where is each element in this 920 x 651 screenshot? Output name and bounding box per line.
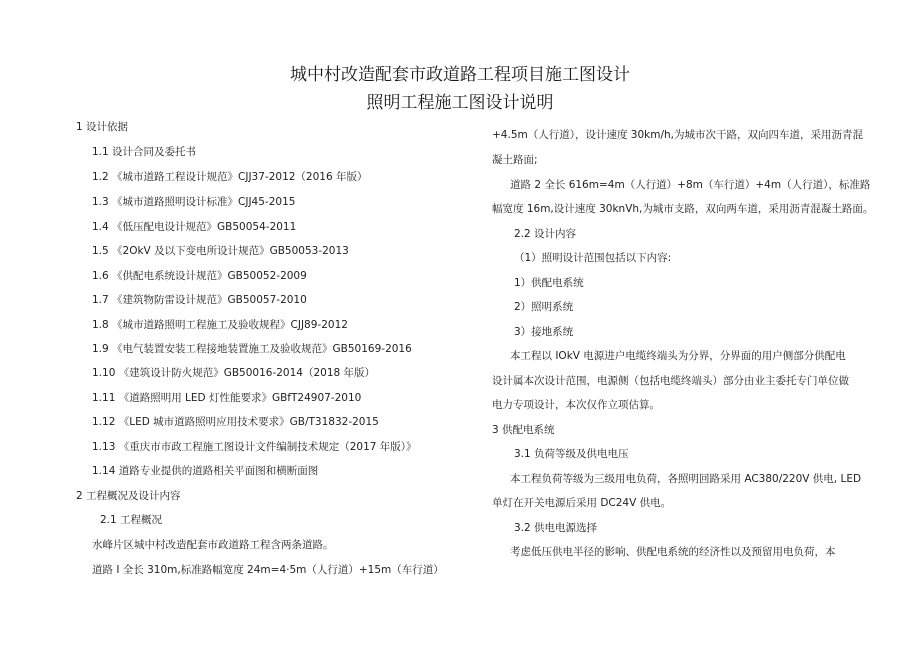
right-text-line: +4.5m（人行道），设计速度 30km/h,为城市次干路，双向四车道，采用沥青混: [492, 129, 864, 141]
left-text-line: 1.5 《2OkV 及以下变电所设计规范》GB50053-2013: [92, 245, 349, 257]
right-text-line: 电力专项设计，本次仅作立项估算。: [492, 399, 660, 411]
left-text-line: 1.7 《建筑物防雷设计规范》GB50057-2010: [92, 294, 307, 306]
right-text-line: 本工程负荷等级为三级用电负荷，各照明回路采用 AC380/220V 供电, LED: [510, 473, 862, 485]
left-text-line: 水峰片区城中村改造配套市政道路工程含两条道路。: [92, 539, 334, 551]
left-text-line: 1 设计依据: [76, 121, 129, 133]
left-text-line: 1.8 《城市道路照明工程施工及验收规程》CJJ89-2012: [92, 319, 348, 331]
right-text-line: 2.2 设计内容: [514, 228, 577, 240]
left-text-line: 1.4 《低压配电设计规范》GB50054-2011: [92, 221, 297, 233]
right-text-line: 3.1 负荷等级及供电电压: [514, 448, 629, 460]
document-subtitle: 照明工程施工图设计说明: [366, 93, 554, 113]
right-text-line: 考虑低压供电半径的影响、供配电系统的经济性以及预留用电负荷，本: [510, 546, 836, 558]
left-text-line: 2.1 工程概况: [100, 514, 163, 526]
right-text-line: 1）供配电系统: [514, 277, 584, 289]
right-text-line: 道路 2 全长 616m=4m（人行道）+8m（车行道）+4m（人行道），标准路: [510, 179, 871, 191]
left-text-line: 1.11 《道路照明用 LED 灯性能要求》GBfT24907-2010: [92, 392, 362, 404]
right-text-line: 本工程以 IOkV 电源进户电缆终端头为分界，分界面的用户侧部分供配电: [510, 350, 846, 362]
left-text-line: 1.13 《重庆市市政工程施工图设计文件编制技术规定（2017 年版）》: [92, 441, 417, 453]
right-text-line: 设计属本次设计范围，电源侧（包括电缆终端头）部分由业主委托专门单位做: [492, 375, 849, 387]
right-text-line: 2）照明系统: [514, 301, 574, 313]
left-text-line: 1.2 《城市道路工程设计规范》CJJ37-2012（2016 年版）: [92, 171, 368, 183]
right-text-line: 单灯在开关电源后采用 DC24V 供电。: [492, 497, 672, 509]
right-text-line: 3）接地系统: [514, 326, 574, 338]
left-text-line: 1.6 《供配电系统设计规范》GB50052-2009: [92, 270, 307, 282]
left-text-line: 道路 I 全长 310m,标准路幅宽度 24m=4·5m（人行道）+15m（车行道）: [92, 564, 444, 576]
left-text-line: 1.10 《建筑设计防火规范》GB50016-2014（2018 年版）: [92, 367, 376, 379]
left-text-line: 1.1 设计合同及委托书: [92, 146, 197, 158]
left-text-line: 1.12 《LED 城市道路照明应用技术要求》GB/T31832-2015: [92, 416, 379, 428]
right-text-line: 3 供配电系统: [492, 424, 555, 436]
left-text-line: 1.9 《电气装置安装工程接地装置施工及验收规范》GB50169-2016: [92, 343, 412, 355]
left-text-line: 1.3 《城市道路照明设计标准》CJJ45-2015: [92, 196, 296, 208]
right-text-line: 幅宽度 16m,设计速度 30knVh,为城市支路，双向两车道，采用沥青混凝土路面。: [492, 203, 874, 215]
left-text-line: 2 工程概况及设计内容: [76, 490, 181, 502]
right-text-line: （1）照明设计范围包括以下内容:: [514, 252, 672, 264]
document-title: 城中村改造配套市政道路工程项目施工图设计: [290, 65, 630, 85]
right-text-line: 凝土路面;: [492, 154, 538, 166]
right-text-line: 3.2 供电电源选择: [514, 522, 598, 534]
left-text-line: 1.14 道路专业提供的道路相关平面图和横断面图: [92, 465, 319, 477]
